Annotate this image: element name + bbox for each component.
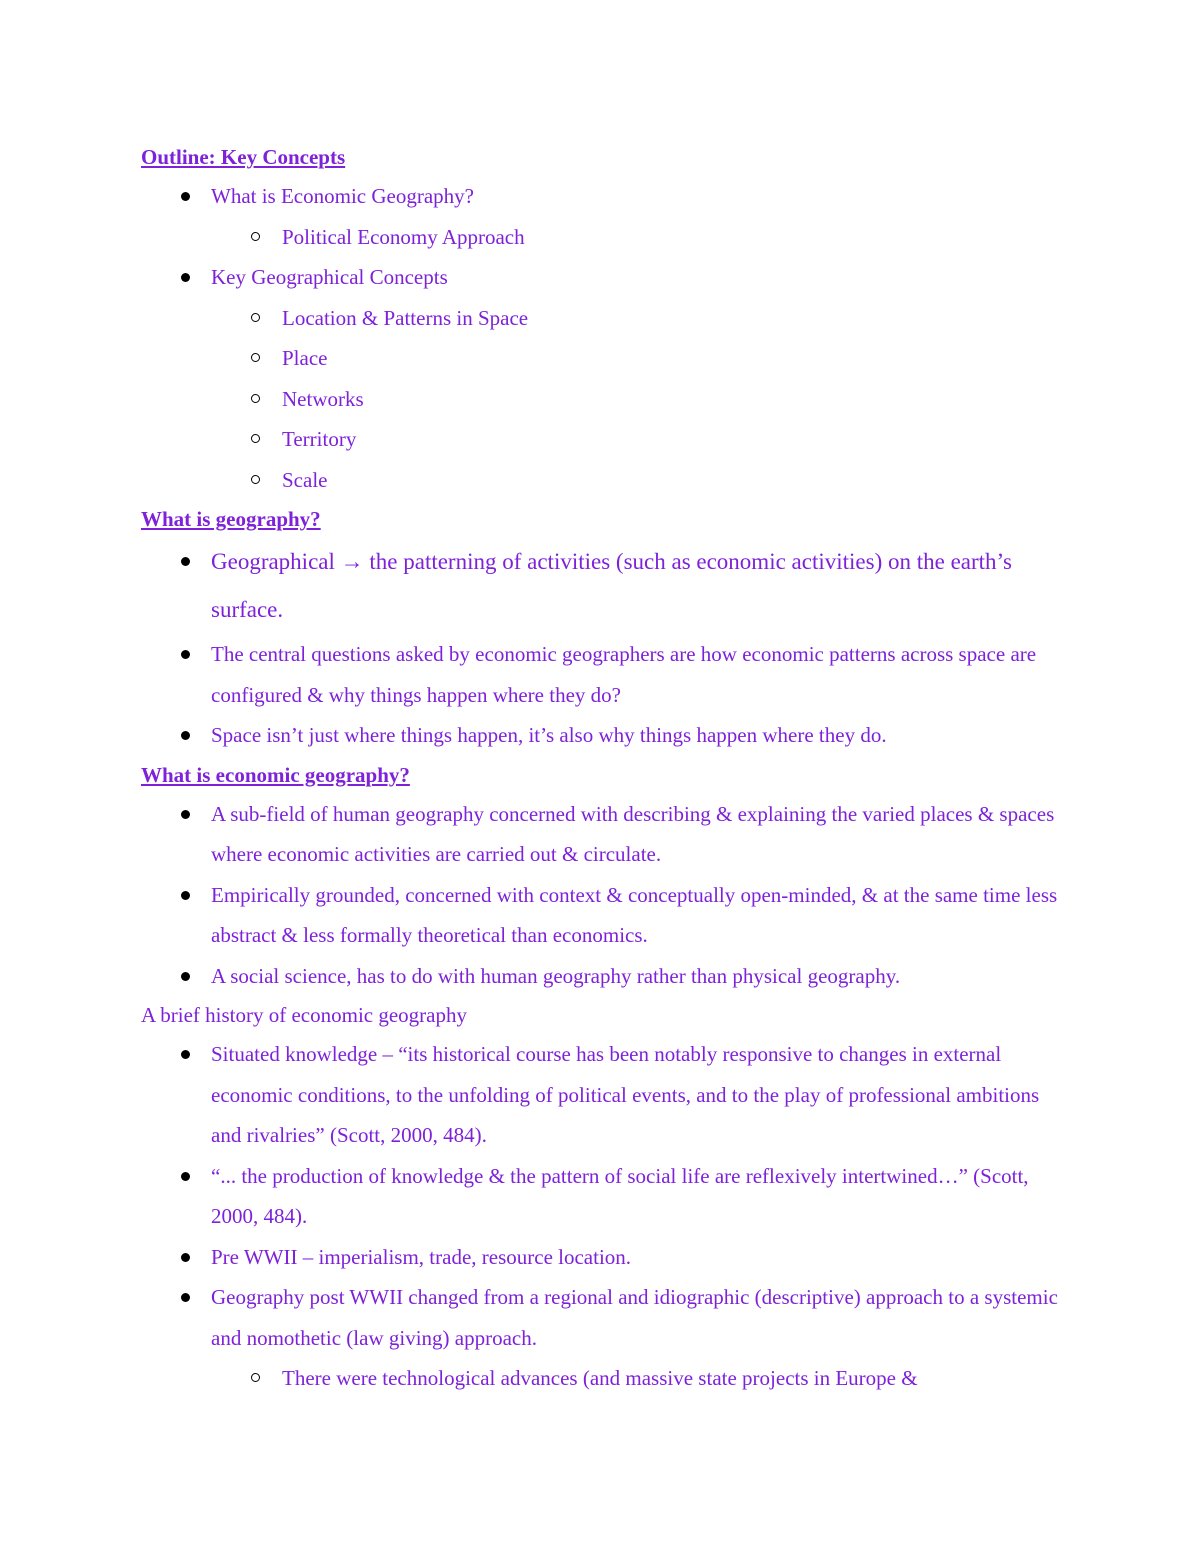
list-item: Pre WWII – imperialism, trade, resource location. [141, 1237, 1071, 1278]
list-item: Space isn’t just where things happen, it’s also why things happen where they do. [141, 715, 1071, 756]
history-list [141, 1034, 1071, 1399]
history-heading: A brief history of economic geography [141, 1003, 467, 1027]
list-item: There were technological advances (and massive state projects in Europe & [141, 1358, 1071, 1399]
economic-geography-heading: What is economic geography? [141, 762, 410, 787]
list-item: Situated knowledge – “its historical course has been notably responsive to changes in external economic conditions, to the unfolding of political events, and to the play of professional ambitions and rivalries” (Scott, 2000, 484). [141, 1034, 1071, 1156]
list-item: A social science, has to do with human geography rather than physical geography. [141, 956, 1071, 997]
geography-list [141, 538, 1071, 756]
list-item: Empirically grounded, concerned with context & conceptually open-minded, & at the same time less abstract & less formally theoretical than economics. [141, 875, 1071, 956]
outline-item-place: Place [141, 338, 1071, 379]
outline-item-territory: Territory [141, 419, 1071, 460]
list-item: The central questions asked by economic geographers are how economic patterns across space are configured & why things happen where they do? [141, 634, 1071, 715]
outline-heading: Outline: Key Concepts [141, 145, 346, 169]
outline-item-location: Location & Patterns in Space [141, 298, 1071, 339]
economic-geography-list [141, 794, 1071, 997]
outline-item-networks: Networks [141, 379, 1071, 420]
geography-heading: What is geography? [141, 507, 321, 531]
document-page [141, 138, 1071, 1399]
list-item: A sub-field of human geography concerned with describing & explaining the varied places & spaces where economic activities are carried out & circulate. [141, 794, 1071, 875]
outline-item-scale: Scale [141, 460, 1071, 501]
outline-item-key-concepts: Key Geographical Concepts [141, 257, 1071, 298]
outline-item-political-economy: Political Economy Approach [141, 217, 1071, 258]
list-item: “... the production of knowledge & the pattern of social life are reflexively intertwined…” (Scott, 2000, 484). [141, 1156, 1071, 1237]
list-item: Geographical → the patterning of activities (such as economic activities) on the earth’s surface. [141, 538, 1071, 634]
list-item: Geography post WWII changed from a regional and idiographic (descriptive) approach to a systemic and nomothetic (law giving) approach. [141, 1277, 1071, 1358]
outline-list [141, 176, 1071, 500]
outline-item-economic-geography: What is Economic Geography? [141, 176, 1071, 217]
